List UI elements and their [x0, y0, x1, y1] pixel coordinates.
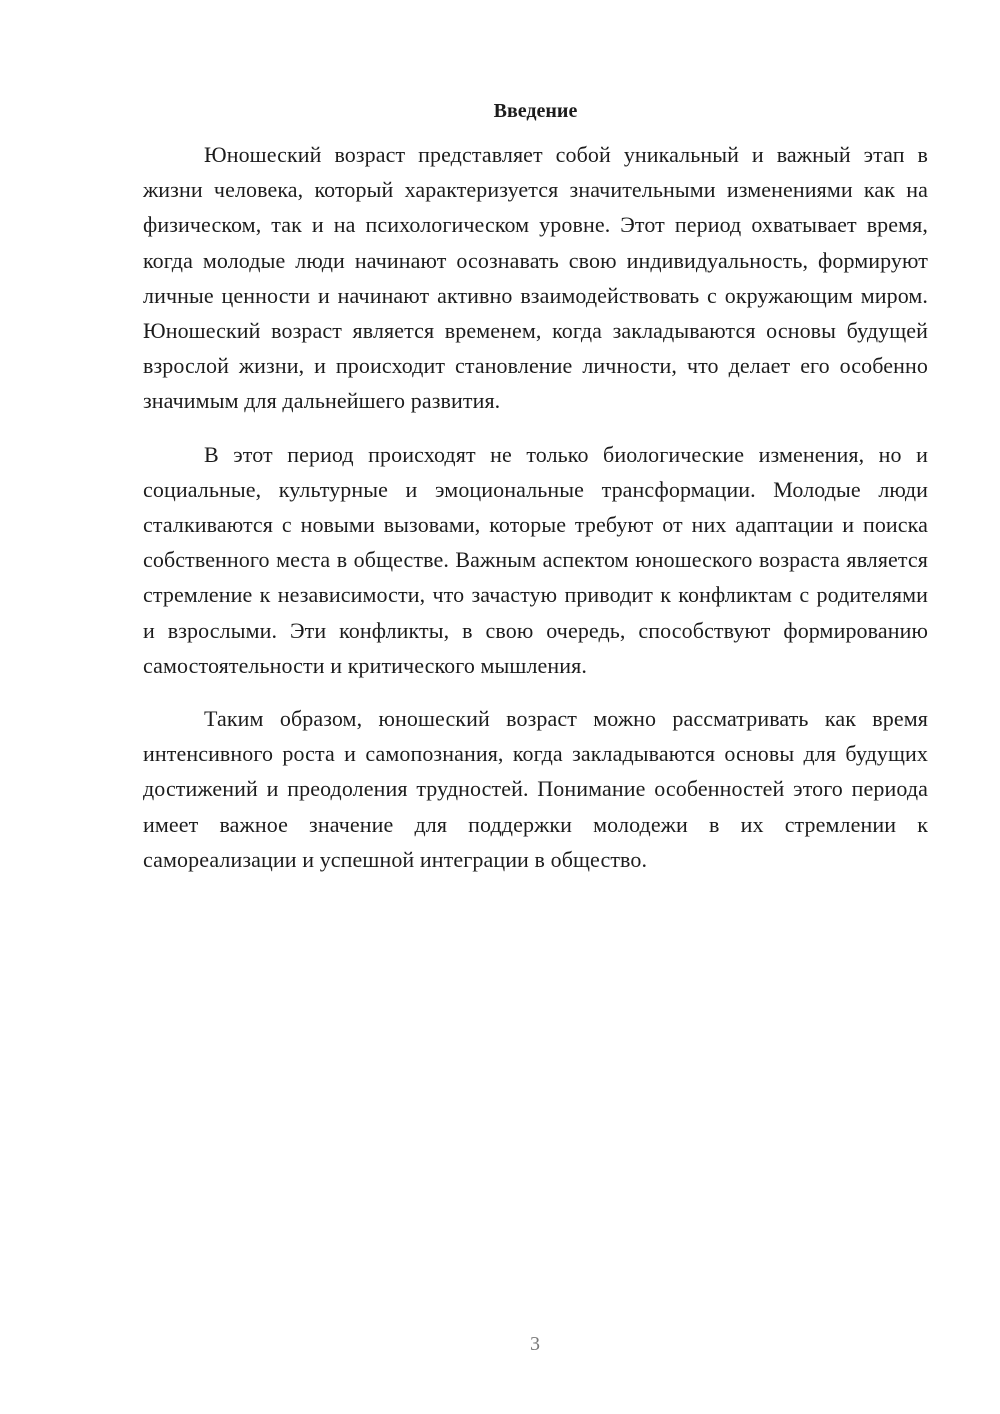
- paragraph-2: В этот период происходят не только биологические изменения, но и социальные, культурные и эмоциональные трансформации. Молодые люди сталкиваются с новыми вызовами, которые требуют от них адаптации и поиска собственного места в обществе. Важным аспектом юношеского возраста является стремление к независимости, что зачастую приводит к конфликтам с родителями и взрослыми. Эти конфликты, в свою очередь, способствуют формированию самостоятельности и критического мышления.: [143, 441, 928, 678]
- paragraph-3: Таким образом, юношеский возраст можно рассматривать как время интенсивного роста и самопознания, когда закладываются основы для будущих достижений и преодоления трудностей. Понимание особенностей этого периода имеет важное значение для поддержки молодежи в их стремлении к самореализации и успешной интеграции в общество.: [143, 706, 928, 872]
- paragraph-1: Юношеский возраст представляет собой уникальный и важный этап в жизни человека, который характеризуется значительными изменениями как на физическом, так и на психологическом уровне. Этот период охватывает время, когда молодые люди начинают осознавать свою индивидуальность, формируют личные ценности и начинают активно взаимодействовать с окружающим миром. Юношеский возраст является временем, когда закладываются основы будущей взрослой жизни, и происходит становление личности, что делает его особенно значимым для дальнейшего развития.: [143, 142, 928, 414]
- page-content: [143, 95, 928, 895]
- section-title: Введение: [493, 100, 578, 122]
- page-number: 3: [530, 1333, 540, 1355]
